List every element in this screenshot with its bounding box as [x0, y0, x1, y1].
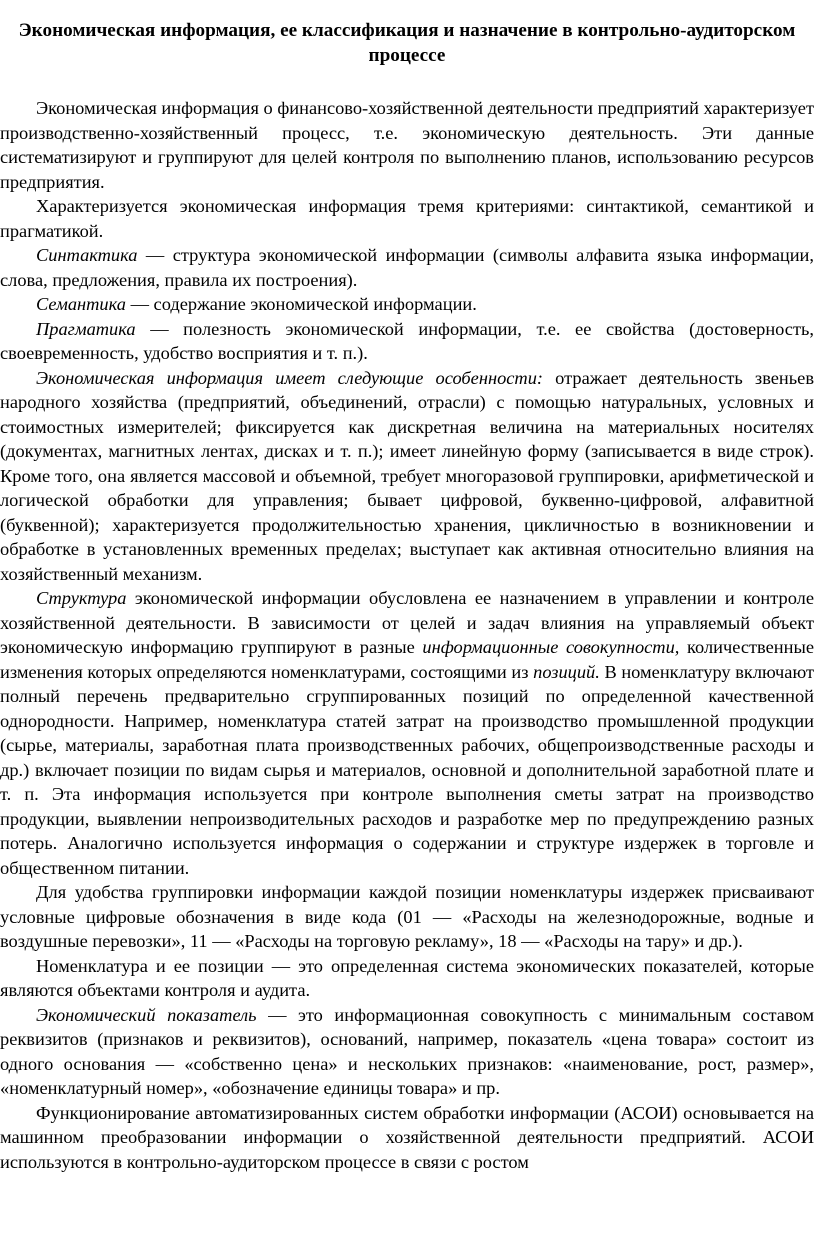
text-run: отражает деятельность звеньев народного хозяйства (предприятий, объединений, отрасли) с помощью натуральных, условных и стоимостных измерителей; фиксируется как дискретная величина на материальных носителях (документах, магнитных лентах, дисках и т. п.); имеет линейную форму (записывается в виде строк). Кроме того, она является массовой и объемной, требует многоразовой группировки, арифметической и логической обработки для управления; бывает цифровой, буквенно-цифровой, алфавитной (буквенной); характеризуется продолжительностью хранения, цикличностью в возникновении и обработке в установленных временных пределах; выступает как активная относительно влияния на хозяйственный механизм. [0, 367, 815, 584]
text-run: В номенклатуру включают полный перечень предварительно сгруппированных позиций по определенной качественной однородности. Например, номенклатура статей затрат на производство промышленной продукции (сырье, материалы, заработная плата производственных рабочих, общепроизводственные расходы и др.) включает позиции по видам сырья и материалов, основной и дополнительной заработной плате и т. п. Эта информация используется при контроле выполнения сметы затрат на производство продукции, выявлении непроизводительных расходов и разработке мер по предупреждению разных потерь. Аналогично используется информация о содержании и структуре издержек в торговле и общественном питании. [0, 661, 815, 878]
text-run: Функционирование автоматизированных систем обработки информации (АСОИ) основывается на машинном преобразовании информации о хозяйственной деятельности предприятий. АСОИ используются в контрольно-аудиторском процессе в связи с ростом [0, 1102, 814, 1172]
italic-term: Экономический показатель [36, 1004, 257, 1025]
text-run: — содержание экономической информации. [125, 294, 477, 314]
document-body [0, 96, 814, 1174]
paragraph [0, 96, 814, 194]
text-run: — это информационная совокупность с минимальным составом реквизитов (признаков и реквизитов), оснований, например, показатель «цена товара» состоит из одного основания — «собственно цена» и нескольких признаков: «наименование, рост, размер», «номенклатурный номер», «обозначение единицы товара» и пр. [0, 1004, 814, 1098]
text-run: экономической информации обусловлена ее назначением в управлении и контроле хозяйственной деятельности. В зависимости от целей и задач влияния на управляемый объект экономическую информацию группируют в разные [0, 588, 814, 657]
document-title: Экономическая информация, ее классификация и назначение в контрольно-аудиторском процессе [18, 20, 796, 66]
paragraph [0, 1101, 814, 1175]
italic-term: позиций. [533, 661, 600, 682]
italic-term: Синтактика [36, 245, 138, 265]
paragraph [0, 317, 814, 366]
text-run: Характеризуется экономическая информация тремя критериями: синтактикой, семантикой и прагматикой. [0, 196, 814, 241]
paragraph [0, 586, 814, 880]
paragraph [0, 243, 814, 292]
text-run: — структура экономической информации (символы алфавита языка информации, слова, предложения, правила их построения). [0, 245, 814, 290]
italic-term: Структура [36, 588, 127, 608]
italic-term: Экономическая информация имеет следующие особенности: [36, 367, 544, 388]
italic-term: Прагматика [36, 318, 136, 339]
text-run: Для удобства группировки информации каждой позиции номенклатуры издержек присваивают условные цифровые обозначения в виде кода (01 — «Расходы на железнодорожные, водные и воздушные перевозки», 11 — «Расходы на торговую рекламу», 18 — «Расходы на тару» и др.). [0, 882, 814, 951]
text-run: Экономическая информация о финансово-хозяйственной деятельности предприятий характеризует производственно-хозяйственный процесс, т.е. экономическую деятельность. Эти данные систематизируют и группируют для целей контроля по выполнению планов, использованию ресурсов предприятия. [0, 98, 814, 192]
paragraph [0, 292, 814, 317]
text-run: — полезность экономической информации, т.е. ее свойства (достоверность, своевременность, удобство восприятия и т. п.). [0, 318, 814, 363]
text-run: количественные изменения которых определяются номенклатурами, состоящими из [0, 637, 814, 682]
paragraph [0, 194, 814, 243]
paragraph [0, 1003, 814, 1101]
italic-term: Семантика [36, 294, 126, 314]
text-run: Номенклатура и ее позиции — это определенная система экономических показателей, которые являются объектами контроля и аудита. [0, 955, 814, 1000]
paragraph [0, 366, 814, 587]
paragraph [0, 880, 814, 954]
paragraph [0, 954, 814, 1003]
italic-term: информационные совокупности, [422, 637, 680, 657]
